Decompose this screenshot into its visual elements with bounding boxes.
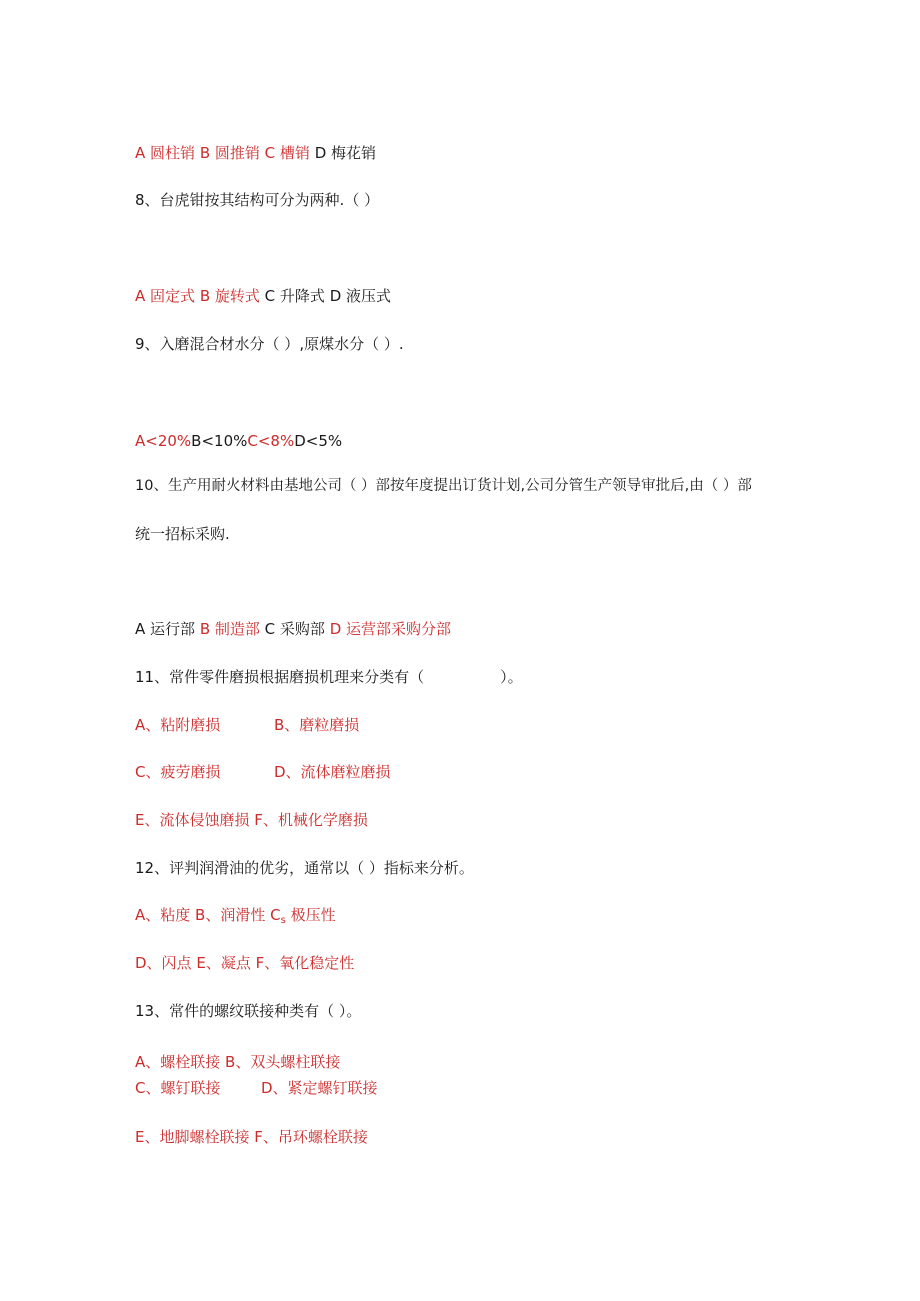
q12-options-abc	[135, 905, 336, 931]
q12-option-e: E、凝点	[196, 954, 251, 972]
q11-options-cd	[135, 762, 391, 782]
q11-options-ab	[135, 715, 359, 735]
q9-question: 9、入磨混合材水分（ ）,原煤水分（ ）.	[135, 335, 404, 353]
q10-option-d: D 运营部采购分部	[329, 620, 452, 638]
q11-question	[135, 667, 523, 687]
q12-option-b: B、润滑性	[195, 906, 266, 924]
q10-question-line2: 统一招标采购.	[135, 525, 230, 543]
q9-option-b: B<10%	[191, 432, 248, 450]
q13-question: 13、常件的螺纹联接种类有（ ）。	[135, 1002, 362, 1020]
q8-option-c: C 升降式	[264, 287, 325, 305]
q13-option-c: C、螺钉联接	[135, 1079, 221, 1097]
q13-options-ab	[135, 1052, 340, 1072]
q10-question-line1: 10、生产用耐火材料由基地公司（ ）部按年度提出订货计划,公司分管生产领导审批后,由（ ）部	[135, 478, 752, 494]
q11-option-c: C、疲劳磨损	[135, 763, 221, 781]
q11-option-f: F、机械化学磨损	[254, 811, 368, 829]
q11-option-d: D、流体磨粒磨损	[274, 763, 391, 781]
q13-option-d: D、紧定螺钉联接	[261, 1079, 378, 1097]
q12-question: 12、评判润滑油的优劣，通常以（ ）指标来分析。	[135, 859, 474, 877]
q11-option-e: E、流体侵蚀磨损	[135, 811, 250, 829]
q8-options	[135, 286, 391, 306]
q10-options	[135, 619, 451, 639]
q13-option-e: E、地脚螺栓联接	[135, 1128, 250, 1146]
q10-option-c: C 采购部	[264, 620, 325, 638]
q7-options	[135, 143, 376, 163]
q11-question-pre: 11、常件零件磨损根据磨损机理来分类有（	[135, 668, 425, 686]
q10-option-b: B 制造部	[199, 620, 260, 638]
q13-options-ef	[135, 1127, 368, 1147]
q7-option-b: B 圆推销	[199, 144, 260, 162]
q11-options-ef	[135, 810, 368, 830]
q9-options	[135, 431, 342, 451]
q11-option-b: B、磨粒磨损	[274, 716, 360, 734]
q10-option-a: A 运行部	[135, 620, 196, 638]
q12-option-d: D、闪点	[135, 954, 192, 972]
q9-option-d: D<5%	[294, 432, 343, 450]
q7-option-d: D 梅花销	[314, 144, 377, 162]
q13-options-cd	[135, 1078, 378, 1098]
q8-option-d: D 液压式	[329, 287, 392, 305]
q7-option-a: A 圆柱销	[135, 144, 196, 162]
q9-option-a: A<20%	[135, 432, 192, 450]
q8-question: 8、台虎钳按其结构可分为两种.（ ）	[135, 191, 380, 209]
q13-option-f: F、吊环螺栓联接	[254, 1128, 368, 1146]
q12-option-c: $C_s$ 极压性	[270, 906, 336, 926]
q12-options-def	[135, 953, 354, 973]
q9-option-c: C<8%	[247, 432, 295, 450]
q8-option-a: A 固定式	[135, 287, 196, 305]
q12-option-a: A、粘度	[135, 906, 191, 924]
q7-option-c: C 槽销	[264, 144, 310, 162]
q11-option-a: A、粘附磨损	[135, 716, 221, 734]
q13-option-b: B、双头螺柱联接	[225, 1053, 341, 1071]
q12-option-f: F、氧化稳定性	[255, 954, 355, 972]
q11-question-post: ）。	[500, 668, 523, 686]
q8-option-b: B 旋转式	[199, 287, 260, 305]
q13-option-a: A、螺栓联接	[135, 1053, 221, 1071]
